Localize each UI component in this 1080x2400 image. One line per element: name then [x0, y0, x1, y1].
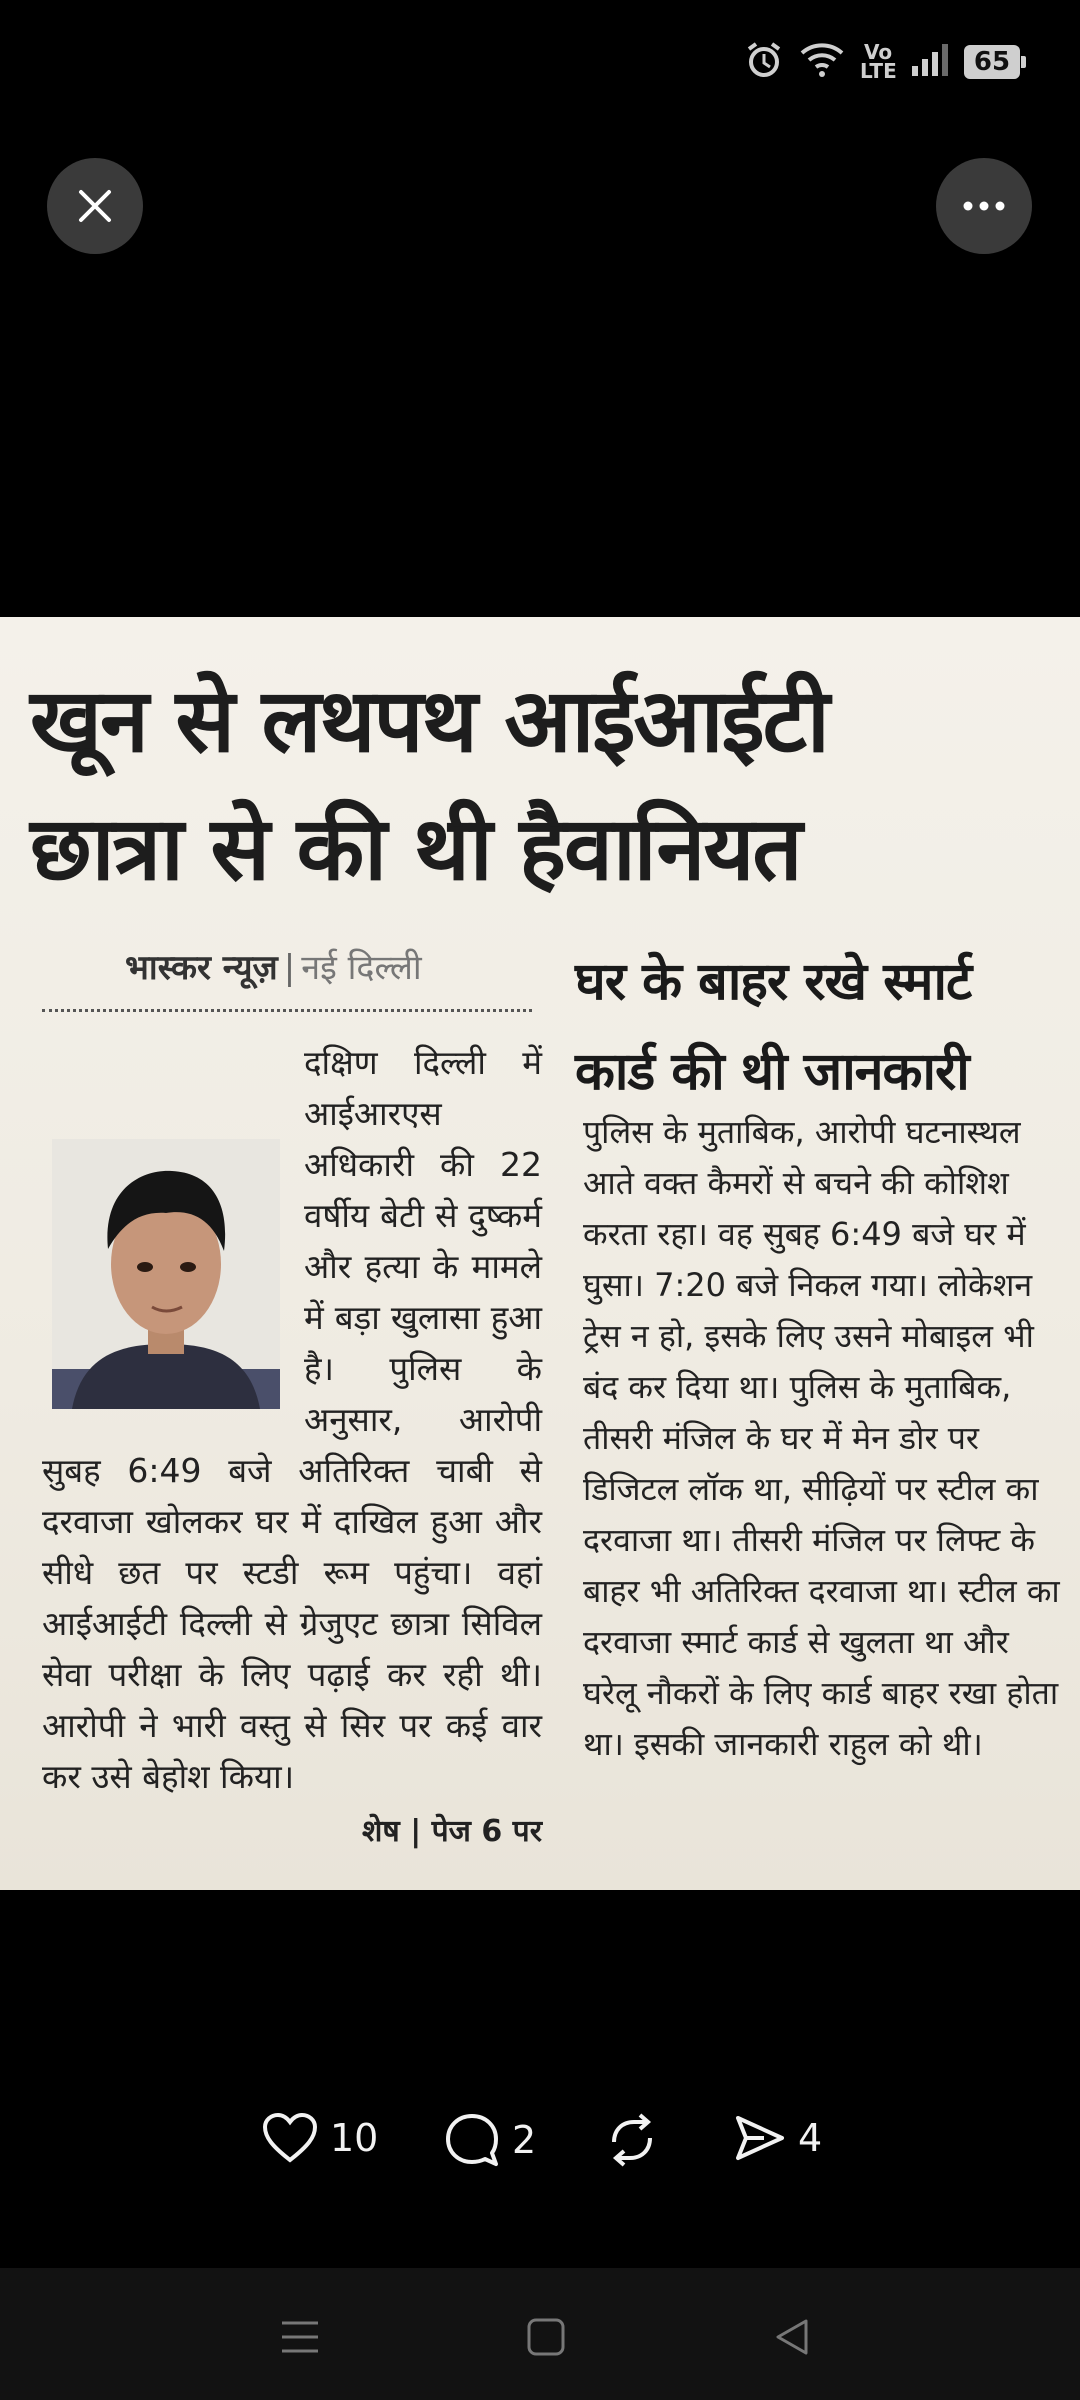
comment-button[interactable]: [444, 2112, 536, 2168]
subheading-line-2: कार्ड की थी जानकारी: [575, 1042, 969, 1102]
right-column-text: पुलिस के मुताबिक, आरोपी घटनास्थल आते वक्त कैमरों से बचने की कोशिश करता रहा। वह सुबह 6:49 बजे घर में घुसा। 7:20 बजे निकल गया। लोकेशन ट्रेस न हो, इसके लिए उसने मोबाइल भी बंद कर दिया था। पुलिस के मुताबिक, तीसरी मंजिल के घर में मेन डोर पर डिजिटल लॉक था, सीढ़ियों पर स्टील का दरवाजा था। तीसरी मंजिल पर लिफ्ट के बाहर भी अतिरिक्त दरवाजा था। स्टील का दरवाजा स्मार्ट कार्ड से खुलता था और घरेलू नौकरों के लिए कार्ड बाहर रखा होता था। इसकी जानकारी राहुल को थी।: [583, 1113, 1060, 1763]
headline-line-1: खून से लथपथ आईआईटी: [30, 669, 828, 772]
share-icon: [734, 2112, 786, 2164]
repost-button[interactable]: [604, 2112, 660, 2168]
alarm-icon: [744, 40, 784, 84]
headline-line-2: छात्रा से की थी हैवानियत: [30, 797, 801, 900]
back-button[interactable]: [762, 2312, 822, 2362]
comment-count: 2: [512, 2118, 537, 2162]
accused-photo: [52, 1139, 280, 1429]
heart-icon: [262, 2112, 318, 2164]
more-options-icon: [962, 200, 1006, 212]
left-column-footer: [42, 1806, 542, 1857]
like-count: 10: [330, 2116, 379, 2160]
right-column: [583, 1107, 1063, 1770]
repost-icon: [604, 2112, 660, 2168]
battery-level: 65: [973, 47, 1011, 77]
close-button[interactable]: [47, 158, 143, 254]
system-nav-bar: [0, 2268, 1080, 2400]
byline: [125, 943, 422, 989]
post-image[interactable]: [0, 617, 1080, 1890]
share-count: 4: [798, 2116, 823, 2160]
share-button[interactable]: [734, 2112, 822, 2164]
byline-agency: भास्कर न्यूज़: [125, 948, 278, 988]
back-icon: [772, 2317, 812, 2357]
signal-icon: [910, 42, 950, 82]
left-column: [42, 1037, 542, 1857]
headline: [30, 657, 1060, 913]
wifi-icon: [798, 41, 846, 83]
byline-separator: |: [283, 948, 296, 988]
more-options-button[interactable]: [936, 158, 1032, 254]
status-bar: [0, 0, 1080, 120]
like-button[interactable]: [262, 2112, 378, 2164]
subheading: [575, 937, 1065, 1117]
byline-place: नई दिल्ली: [301, 948, 422, 988]
divider: [42, 1009, 532, 1012]
post-actions: [0, 2108, 1080, 2180]
comment-icon: [444, 2112, 500, 2168]
home-button[interactable]: [516, 2312, 576, 2362]
home-icon: [526, 2317, 566, 2357]
subheading-line-1: घर के बाहर रखे स्मार्ट: [575, 952, 972, 1012]
close-icon: [75, 186, 115, 226]
menu-icon: [280, 2319, 320, 2355]
continued-label: शेष | पेज 6 पर: [362, 1814, 542, 1849]
person-photo-icon: [52, 1139, 280, 1409]
left-column-text: दक्षिण दिल्ली में आईआरएस अधिकारी की 22 वर्षीय बेटी से दुष्कर्म और हत्या के मामले में बड़ा खुलासा हुआ है। पुलिस के अनुसार, आरोपी सुबह 6:49 बजे अतिरिक्त चाबी से दरवाजा खोलकर घर में दाखिल हुआ और सीधे छत पर स्टडी रूम पहुंचा। वहां आईआईटी दिल्ली से ग्रेजुएट छात्रा सिविल सेवा परीक्षा के लिए पढ़ाई कर रही थी। आरोपी ने भारी वस्तु से सिर पर कई वार कर उसे बेहोश किया।: [42, 1043, 542, 1796]
recent-apps-button[interactable]: [270, 2312, 330, 2362]
status-icons: [744, 40, 1020, 84]
volte-label: Vo LTE: [860, 40, 897, 83]
battery-icon: [964, 45, 1020, 79]
